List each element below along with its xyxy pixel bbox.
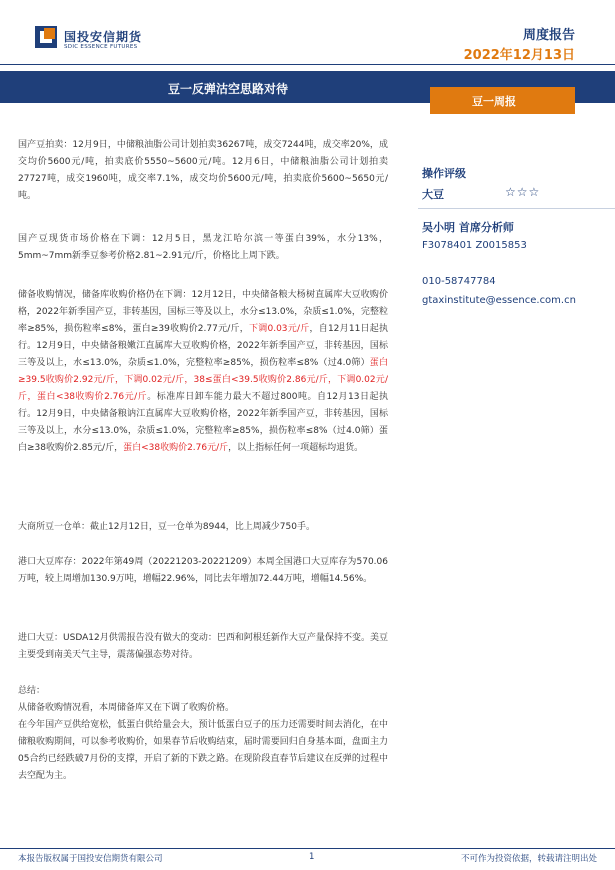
- analyst-license: F3078401 Z0015853: [422, 240, 527, 251]
- reserve-highlight-1: 下调0.03元/斤: [249, 324, 310, 334]
- footer-disclaimer: 不可作为投资依据，转载请注明出处: [460, 854, 597, 864]
- rating-label: 操作评级: [422, 167, 466, 180]
- footer-copyright: 本报告版权属于国投安信期货有限公司: [18, 854, 163, 864]
- paragraph-import: 进口大豆：USDA12月供需报告没有做大的变动：巴西和阿根廷新作大豆产量保持不变。美豆主要受到南美天气主导，震荡偏强态势对待。: [18, 633, 388, 660]
- reserve-highlight-3: 蛋白<38收购价2.76元/斤: [123, 443, 229, 453]
- report-type: 周度报告: [522, 28, 575, 43]
- reserve-highlight-2: 蛋白≥39.5收购价2.92元/斤，下调0.02元/斤，38≤蛋白<39.5收购价2.86元/斤，下调0.02元/斤，蛋白<38收购价2.76元/斤: [18, 358, 388, 402]
- logo-text: 国投安信期货: [64, 30, 143, 44]
- logo-subtext: SDIC ESSENCE FUTURES: [64, 44, 138, 50]
- rating-product: 大豆: [422, 188, 444, 201]
- rating-stars-icon: ☆☆☆: [505, 185, 541, 199]
- header-divider: [0, 64, 615, 65]
- reserve-text-4: ，以上指标任何一项超标均退货。: [228, 443, 364, 453]
- analyst-phone: 010-58747784: [422, 276, 496, 287]
- reserve-text-2: ，自12月11日起执行。12月9日，中央储备粮嫩江直属库大豆收购价格，2022年新季国产豆，非转基因，国标三等及以上，水≤13.0%，杂质≤1.0%，完整粒率≥85%，损伤粒率≤8%（过4.0筛）: [18, 324, 388, 368]
- footer-divider: [0, 848, 615, 849]
- reserve-text-3: 。标准库日卸车能力最大不超过800吨。自12月13日起执行。12月9日，中央储备粮讷江直属库大豆收购价格，2022年新季国产豆，非转基因，国标三等及以上，水分≤13.0%，杂质≤1.0%，完整粒率≥85%，损伤粒率≤8%（过4.0筛）蛋白≥38收购价2.85元/斤，: [18, 392, 388, 453]
- paragraph-warehouse-receipts: 大商所豆一仓单：截止12月12日，豆一仓单为8944，比上周减少750手。: [18, 522, 315, 532]
- paragraph-reserve-purchase: [18, 287, 388, 457]
- report-tag: 豆一周报: [472, 95, 516, 108]
- analyst-name: 吴小明 首席分析师: [422, 221, 514, 234]
- report-title: 豆一反弹沽空思路对待: [168, 82, 289, 96]
- paragraph-auction: 国产豆拍卖：12月9日，中储粮油脂公司计划拍卖36267吨，成交7244吨，成交率20%，成交均价5600元/吨，拍卖底价5550~5600元/吨。12月6日，中储粮油脂公司计划拍卖27727吨，成交1960吨，成交率7.1%，成交均价5600元/吨，拍卖底价5600~5650元/吨。: [18, 140, 388, 201]
- paragraph-port-inventory: 港口大豆库存：2022年第49周（20221203-20221209）本周全国港口大豆库存为570.06万吨，较上周增加130.9万吨，增幅22.96%，同比去年增加72.44万吨，增幅14.56%。: [18, 557, 388, 584]
- page-number: 1: [309, 852, 315, 862]
- paragraph-spot-price: 国产豆现货市场价格在下调：12月5日，黑龙江哈尔滨一等蛋白39%，水分13%，5mm~7mm新季豆参考价格2.81~2.91元/斤，价格比上周下跌。: [18, 234, 388, 261]
- sidebar-divider: [418, 208, 615, 209]
- paragraph-summary: 总结： 从储备收购情况看，本周储备库又在下调了收购价格。 在今年国产豆供给宽松，低蛋白供给量会大，预计低蛋白豆子的压力还需要时间去消化，在中储粮收购期间，可以参考收购价，如果春节后收购结束，届时需要回归自身基本面，盘面主力05合约已经跌破7月份的支撑，开启了新的下跌之路。在现阶段直春节后建议在反弹的过程中去空配为主。: [18, 686, 388, 781]
- analyst-email: gtaxinstitute@essence.com.cn: [422, 295, 576, 306]
- report-date: 2022年12月13日: [463, 48, 575, 63]
- logo-icon: [35, 26, 57, 48]
- reserve-text-1: 储备收购情况，储备库收购价格仍在下调：12月12日，中央储备粮大杨树直属库大豆收购价格，2022年新季国产豆，非转基因，国标三等及以上，水分≤13.0%，杂质≤1.0%，完整粒率≥85%，损伤粒率≤8%，蛋白≥39收购价2.77元/斤，: [18, 290, 388, 334]
